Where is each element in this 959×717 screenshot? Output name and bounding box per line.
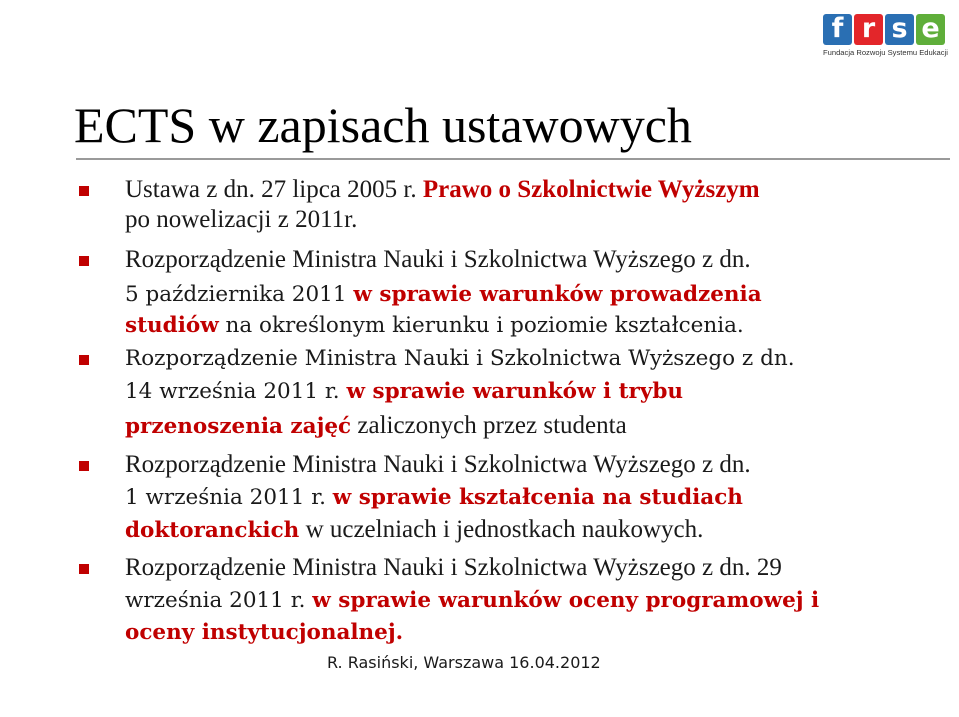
bullet-5-line-2: [125, 586, 819, 616]
text-highlight: w sprawie warunków prowadzenia: [353, 282, 762, 307]
text-plain: na określonym kierunku i poziomie kształcenia.: [218, 313, 744, 338]
bullet-5-line-1: [125, 553, 782, 583]
text-highlight: studiów: [125, 313, 219, 338]
text-plain: zaliczonych przez studenta: [351, 412, 627, 439]
bullet-3-line-2: [125, 377, 683, 407]
bullet-1-line-2: [125, 205, 357, 235]
bullet-marker: [79, 564, 89, 574]
bullet-2-line-3: [125, 311, 744, 341]
text-highlight: doktoranckich: [125, 518, 300, 543]
frse-logo: [823, 14, 947, 70]
bullet-3-line-1: [125, 344, 795, 374]
text-plain: 5 października 2011: [125, 282, 354, 307]
text-highlight: Prawo o Szkolnictwie Wyższym: [422, 176, 760, 203]
text-plain: września 2011 r.: [125, 588, 313, 613]
text-plain: 1 września 2011 r.: [125, 485, 333, 510]
logo-letters: [823, 14, 947, 45]
text-highlight: oceny instytucjonalnej.: [125, 620, 404, 645]
text-highlight: w sprawie kształcenia na studiach: [332, 485, 743, 510]
bullet-marker: [79, 256, 89, 266]
text-plain: Rozporządzenie Ministra Nauki i Szkolnictwa Wyższego z dn.: [125, 346, 795, 371]
text-plain: 14 września 2011 r.: [125, 379, 347, 404]
text-plain: po nowelizacji z 2011r.: [125, 206, 358, 233]
logo-letter-e: e: [916, 14, 945, 45]
slide-footer: R. Rasiński, Warszawa 16.04.2012: [327, 653, 601, 672]
bullet-3-line-3: [125, 411, 627, 442]
text-plain: Ustawa z dn. 27 lipca 2005 r.: [125, 176, 423, 203]
slide-title: ECTS w zapisach ustawowych: [74, 97, 692, 153]
bullet-marker: [79, 186, 89, 196]
text-plain: Rozporządzenie Ministra Nauki i Szkolnictwa Wyższego z dn.: [125, 451, 751, 478]
text-plain: Rozporządzenie Ministra Nauki i Szkolnictwa Wyższego z dn. 29: [125, 554, 782, 581]
bullet-4-line-3: [125, 515, 703, 546]
bullet-marker: [79, 461, 89, 471]
bullet-2-line-2: [125, 280, 762, 310]
text-highlight: przenoszenia zajęć: [125, 414, 352, 439]
title-divider: [76, 158, 950, 160]
logo-subtitle: Fundacja Rozwoju Systemu Edukacji: [823, 48, 948, 57]
text-plain: w uczelniach i jednostkach naukowych.: [299, 516, 704, 543]
text-highlight: w sprawie warunków oceny programowej i: [312, 588, 820, 613]
logo-letter-r: r: [854, 14, 883, 45]
bullet-4-line-2: [125, 483, 743, 513]
logo-letter-s: s: [885, 14, 914, 45]
bullet-4-line-1: [125, 450, 751, 480]
text-highlight: w sprawie warunków i trybu: [346, 379, 684, 404]
text-plain: Rozporządzenie Ministra Nauki i Szkolnictwa Wyższego z dn.: [125, 246, 751, 273]
bullet-5-line-3: [125, 618, 403, 648]
bullet-1-line-1: [125, 175, 760, 205]
bullet-2-line-1: [125, 245, 751, 275]
bullet-marker: [79, 355, 89, 365]
logo-letter-f: f: [823, 14, 852, 45]
